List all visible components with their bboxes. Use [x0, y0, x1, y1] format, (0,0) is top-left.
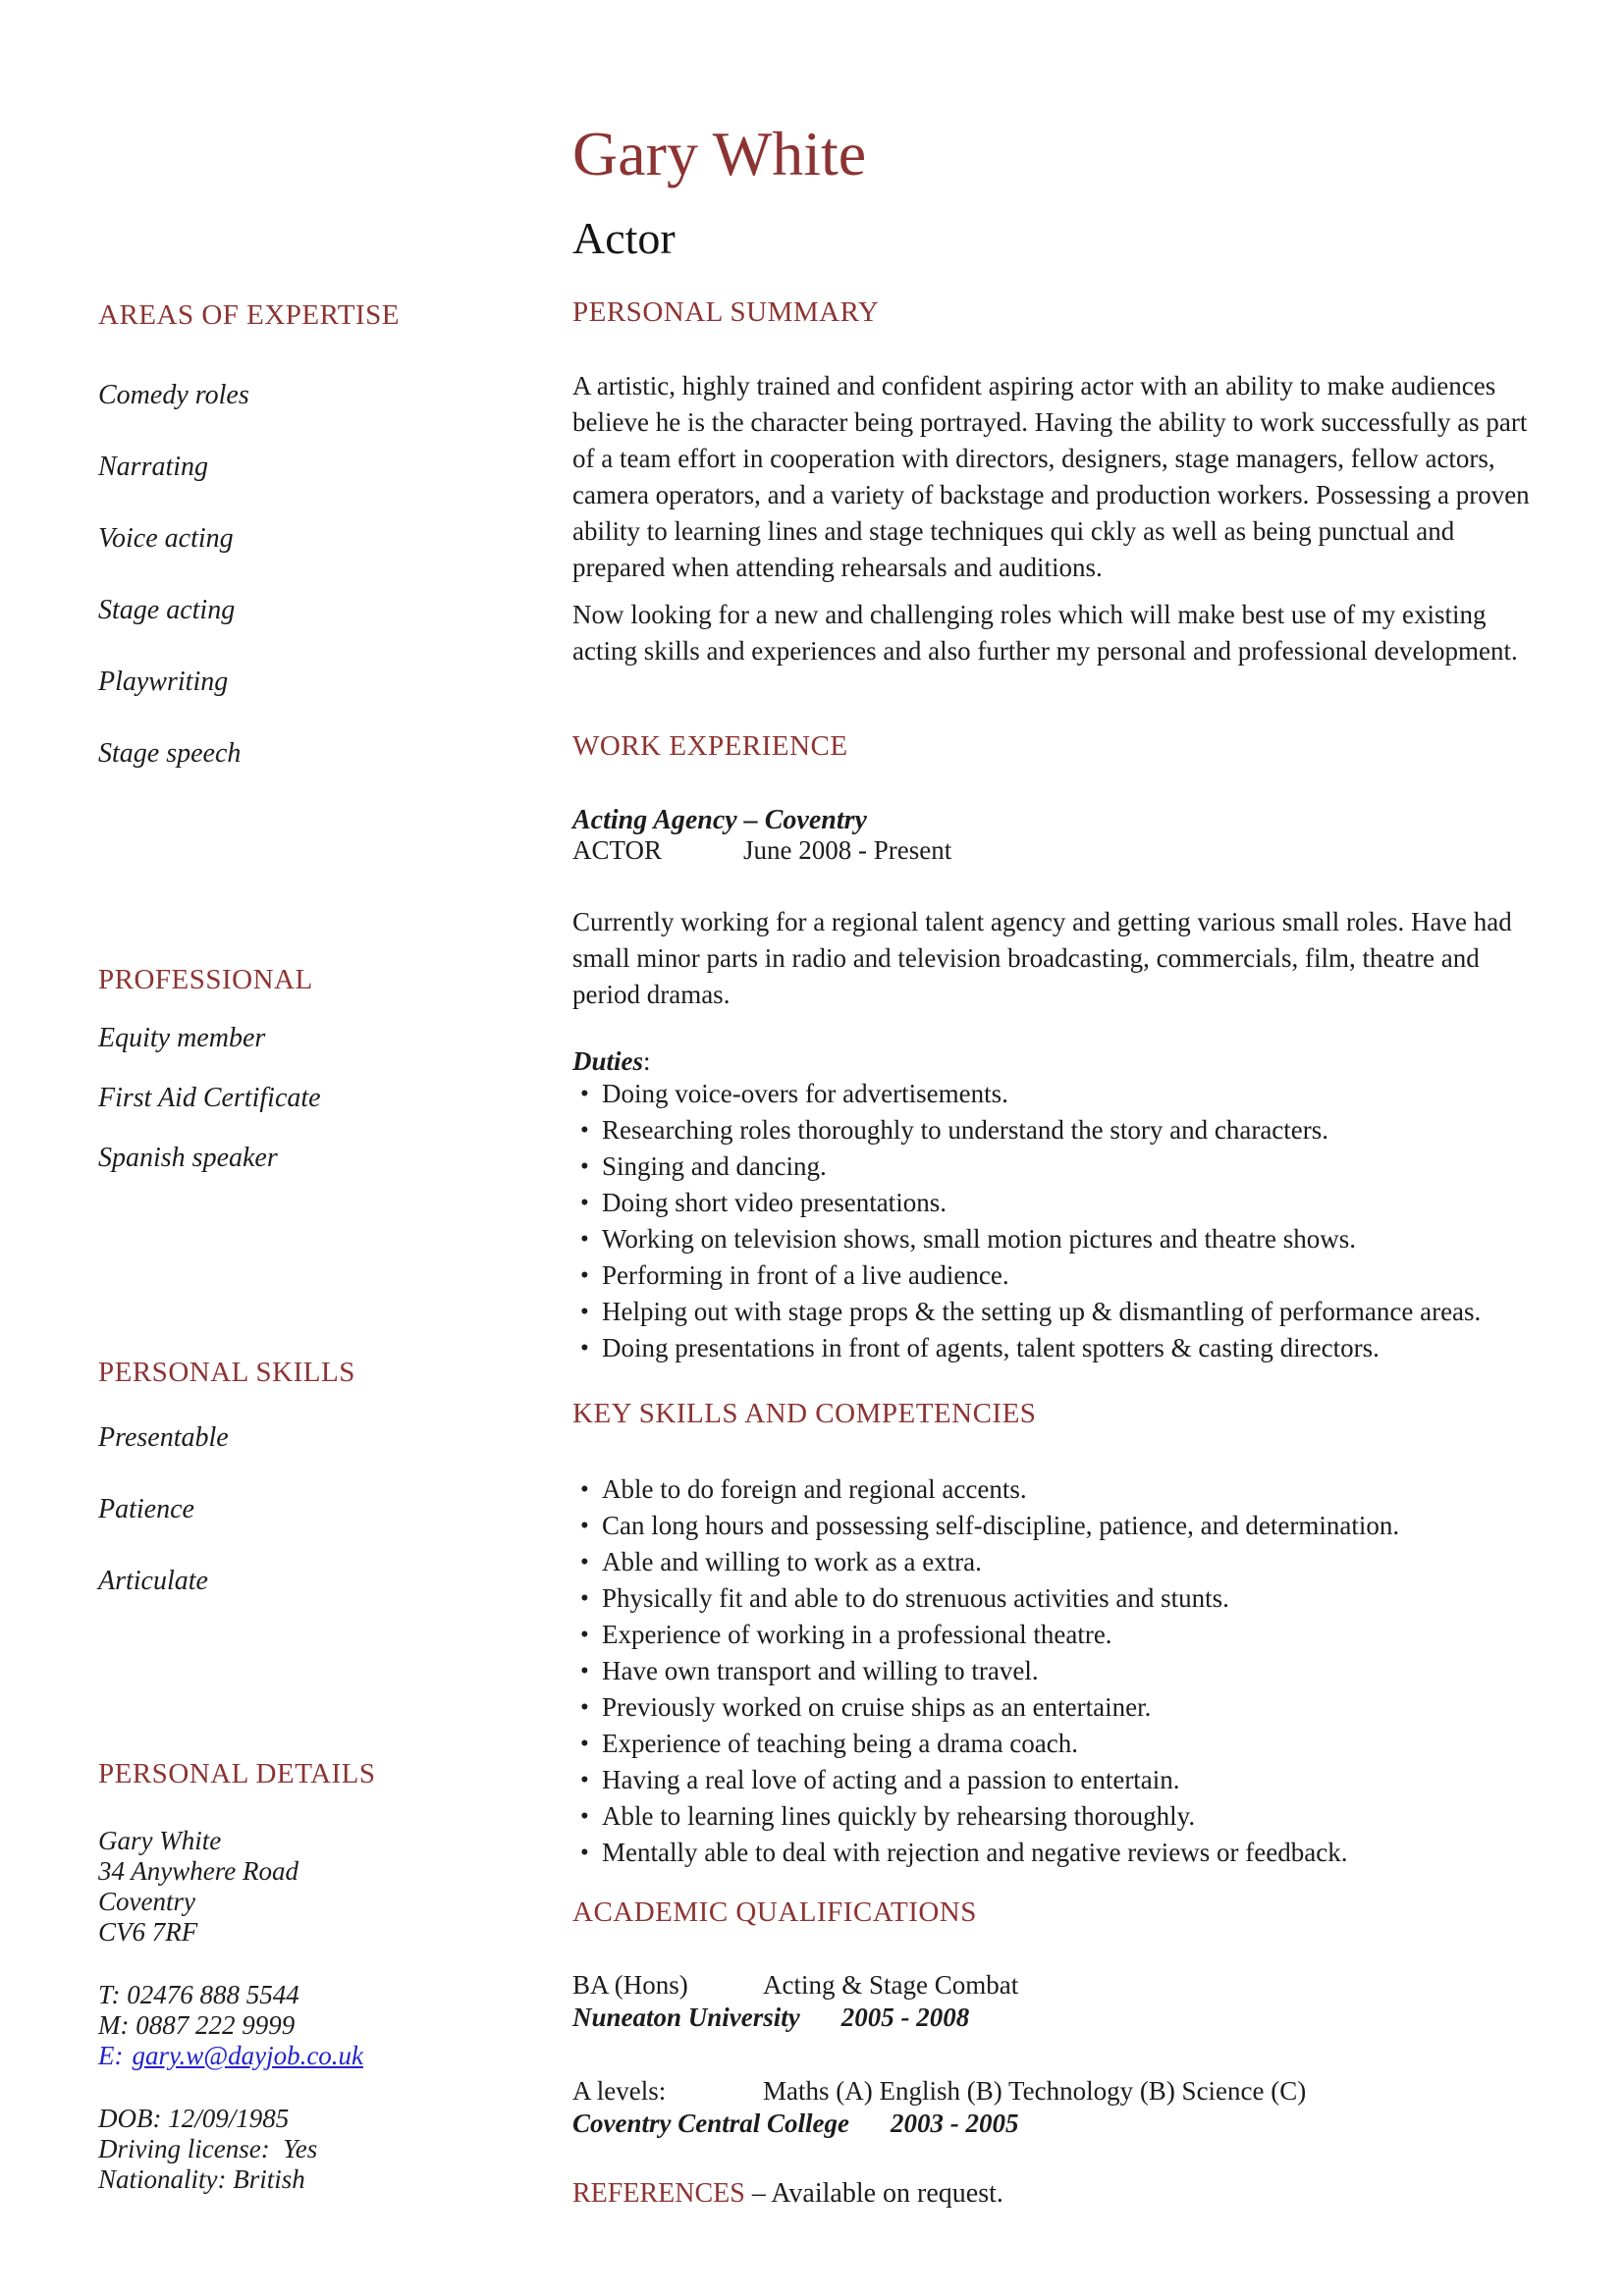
job-title: ACTOR [572, 835, 663, 865]
personal-skill-item: Articulate [98, 1566, 208, 1596]
duty-item: • Doing presentations in front of agents, talent spotters & casting directors. [572, 1330, 1546, 1366]
work-experience-heading: WORK EXPERIENCE [572, 730, 848, 762]
key-skill-item: • Experience of working in a professional theatre. [572, 1617, 1546, 1653]
references-line [572, 2179, 1546, 2209]
duty-item: • Researching roles thoroughly to understand the story and characters. [572, 1112, 1546, 1148]
address-line: Coventry [98, 1887, 195, 1916]
professional-item: Spanish speaker [98, 1143, 278, 1173]
alevel-label: A levels: [572, 2076, 667, 2106]
alevel-school: Coventry Central College [572, 2109, 849, 2138]
professional-item: Equity member [98, 1023, 266, 1053]
professional-heading: PROFESSIONAL [98, 964, 313, 995]
employer-name: Acting Agency – Coventry [572, 805, 867, 835]
expertise-item: Stage acting [98, 595, 236, 625]
job-dates: June 2008 - Present [743, 835, 952, 865]
candidate-name: Gary White [572, 119, 867, 188]
sidebar-section-personal-details [98, 1759, 491, 2195]
address-line: CV6 7RF [98, 1917, 198, 1947]
academic-heading: ACADEMIC QUALIFICATIONS [572, 1896, 977, 1928]
address-line: 34 Anywhere Road [98, 1856, 298, 1886]
duties-list [572, 1076, 1546, 1366]
key-skill-item: • Having a real love of acting and a passion to entertain. [572, 1762, 1546, 1798]
expertise-item: Voice acting [98, 523, 234, 554]
candidate-role: Actor [572, 213, 676, 263]
summary-paragraph-1: A artistic, highly trained and confident aspiring actor with an ability to make audiences believe he is the character being portrayed. Having the ability to work successfully as part of a team effort in cooperation with directors, designers, stage managers, fellow actors, camera operators, and a variety of backstage and production workers. Possessing a proven ability to learning lines and stage techniques qui ckly as well as being punctual and prepared when attending rehearsals and auditions. [572, 371, 1530, 582]
degree-dates: 2005 - 2008 [840, 2002, 970, 2032]
contact-block [98, 1980, 491, 2071]
address-block [98, 1826, 491, 1948]
degree-line [572, 1969, 1546, 2002]
duties-label: Duties: [572, 1046, 651, 1076]
section-work-experience [572, 731, 1546, 1366]
email-link[interactable]: gary.w@dayjob.co.uk [132, 2041, 364, 2070]
expertise-item: Narrating [98, 452, 209, 482]
key-skill-item: • Have own transport and willing to travel. [572, 1653, 1546, 1689]
expertise-item: Comedy roles [98, 380, 249, 410]
duty-item: • Working on television shows, small motion pictures and theatre shows. [572, 1221, 1546, 1257]
key-skills-list [572, 1471, 1546, 1871]
degree-label: BA (Hons) [572, 1970, 688, 2000]
summary-paragraph-2: Now looking for a new and challenging roles which will make best use of my existing acting skills and experiences and also further my personal and professional development. [572, 600, 1518, 666]
duty-item: • Singing and dancing. [572, 1148, 1546, 1185]
sidebar-section-expertise [98, 300, 491, 811]
phone-mobile: M: 0887 222 9999 [98, 2010, 296, 2040]
expertise-item: Stage speech [98, 738, 242, 769]
section-personal-summary [572, 297, 1546, 669]
key-skill-item: • Can long hours and possessing self-discipline, patience, and determination. [572, 1508, 1546, 1544]
references-label: REFERENCES [572, 2178, 745, 2209]
sidebar-section-personal-skills [98, 1358, 491, 1638]
misc-details-block [98, 2104, 491, 2195]
dob-line: DOB: 12/09/1985 [98, 2104, 290, 2133]
personal-skills-heading: PERSONAL SKILLS [98, 1357, 355, 1388]
professional-item: First Aid Certificate [98, 1083, 321, 1113]
alevel-school-line [572, 2108, 1546, 2140]
personal-skill-item: Presentable [98, 1422, 229, 1453]
key-skill-item: • Able and willing to work as a extra. [572, 1544, 1546, 1580]
sidebar-section-professional [98, 965, 491, 1203]
references-text: – Available on request. [744, 2178, 1003, 2209]
alevel-line [572, 2075, 1546, 2108]
nationality-line: Nationality: British [98, 2164, 305, 2194]
personal-summary-heading: PERSONAL SUMMARY [572, 296, 880, 328]
alevel-subjects: Maths (A) English (B) Technology (B) Science (C) [763, 2076, 1307, 2106]
alevel-dates: 2003 - 2005 [890, 2109, 1019, 2138]
section-key-skills [572, 1399, 1546, 1871]
section-academic-qualifications [572, 1897, 1546, 2140]
degree-school-line [572, 2002, 1546, 2034]
expertise-heading: AREAS OF EXPERTISE [98, 299, 400, 331]
duty-item: • Doing short video presentations. [572, 1185, 1546, 1221]
key-skill-item: • Able to learning lines quickly by rehearsing thoroughly. [572, 1798, 1546, 1835]
cv-header [572, 116, 1546, 264]
address-line: Gary White [98, 1826, 222, 1855]
duty-item: • Doing voice-overs for advertisements. [572, 1076, 1546, 1112]
driving-license-line: Driving license: Yes [98, 2134, 318, 2163]
personal-skill-item: Patience [98, 1494, 194, 1524]
key-skill-item: • Able to do foreign and regional accents. [572, 1471, 1546, 1508]
key-skill-item: • Previously worked on cruise ships as an entertainer. [572, 1689, 1546, 1726]
email-prefix: E: [98, 2041, 124, 2070]
key-skills-heading: KEY SKILLS AND COMPETENCIES [572, 1398, 1037, 1429]
duty-item: • Helping out with stage props & the setting up & dismantling of performance areas. [572, 1294, 1546, 1330]
degree-school: Nuneaton University [572, 2002, 800, 2032]
phone-home: T: 02476 888 5544 [98, 1980, 299, 2009]
key-skill-item: • Experience of teaching being a drama coach. [572, 1726, 1546, 1762]
key-skill-item: • Mentally able to deal with rejection and negative reviews or feedback. [572, 1835, 1546, 1871]
expertise-item: Playwriting [98, 667, 229, 697]
duty-item: • Performing in front of a live audience. [572, 1257, 1546, 1294]
job-title-line [572, 835, 1546, 865]
key-skill-item: • Physically fit and able to do strenuous activities and stunts. [572, 1580, 1546, 1617]
degree-subject: Acting & Stage Combat [763, 1970, 1019, 2000]
work-description: Currently working for a regional talent agency and getting various small roles. Have had small minor parts in radio and television broadcasting, commercials, film, theatre and period dramas. [572, 907, 1512, 1009]
email-line [98, 2041, 491, 2071]
personal-details-heading: PERSONAL DETAILS [98, 1758, 376, 1789]
